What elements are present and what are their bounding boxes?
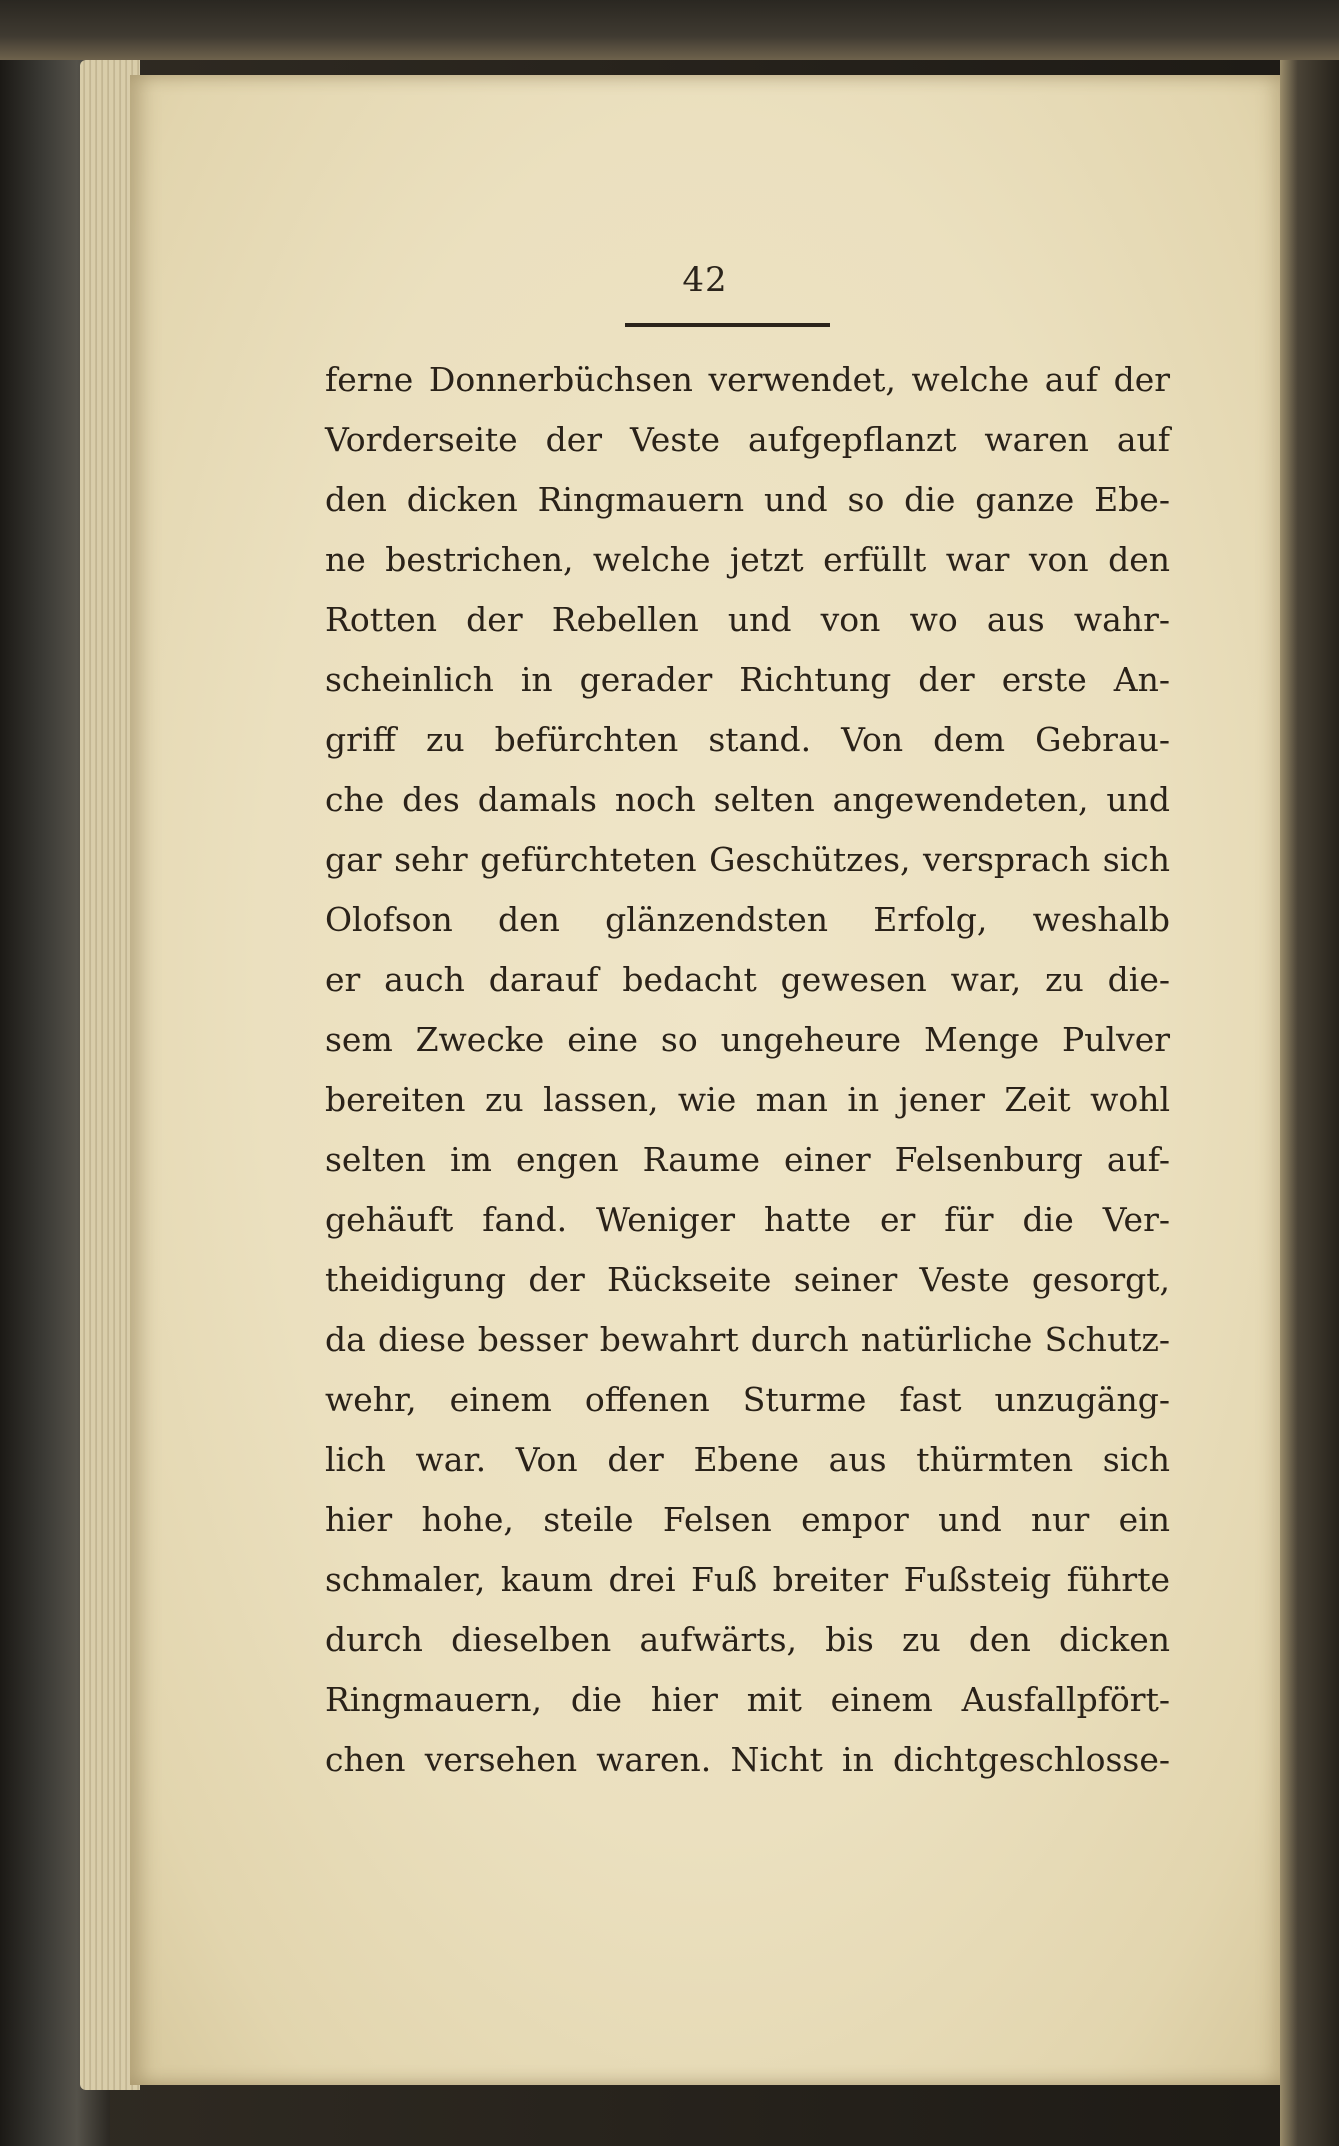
book-gutter-right — [1280, 60, 1339, 2146]
text-line: ferne Donnerbüchsen verwendet, welche auf der — [325, 360, 1170, 399]
text-line: wehr, einem offenen Sturme fast unzugäng- — [325, 1380, 1170, 1419]
text-line: Vorderseite der Veste aufgepflanzt waren auf — [325, 420, 1170, 459]
text-line: Ringmauern, die hier mit einem Ausfallpfört- — [325, 1680, 1170, 1719]
text-line: durch dieselben aufwärts, bis zu den dicken — [325, 1620, 1170, 1659]
text-line: Rotten der Rebellen und von wo aus wahr- — [325, 600, 1170, 639]
text-line: chen versehen waren. Nicht in dichtgeschlosse- — [325, 1740, 1170, 1779]
text-line: da diese besser bewahrt durch natürliche Schutz- — [325, 1320, 1170, 1359]
page-number: 42 — [682, 260, 728, 300]
text-line: theidigung der Rückseite seiner Veste gesorgt, — [325, 1260, 1170, 1299]
text-line: den dicken Ringmauern und so die ganze Ebe- — [325, 480, 1170, 519]
book-page — [130, 75, 1280, 2085]
text-line: ne bestrichen, welche jetzt erfüllt war von den — [325, 540, 1170, 579]
text-line: lich war. Von der Ebene aus thürmten sich — [325, 1440, 1170, 1479]
text-line: Olofson den glänzendsten Erfolg, weshalb — [325, 900, 1170, 939]
text-line: sem Zwecke eine so ungeheure Menge Pulver — [325, 1020, 1170, 1059]
text-line: schmaler, kaum drei Fuß breiter Fußsteig führte — [325, 1560, 1170, 1599]
header-rule — [625, 323, 830, 327]
text-line: gehäuft fand. Weniger hatte er für die Ver- — [325, 1200, 1170, 1239]
text-line: bereiten zu lassen, wie man in jener Zeit wohl — [325, 1080, 1170, 1119]
text-line: er auch darauf bedacht gewesen war, zu die- — [325, 960, 1170, 999]
text-line: hier hohe, steile Felsen empor und nur ein — [325, 1500, 1170, 1539]
body-text — [325, 350, 1170, 1790]
book-cover-top — [0, 0, 1339, 60]
text-line: scheinlich in gerader Richtung der erste An- — [325, 660, 1170, 699]
text-line: che des damals noch selten angewendeten, und — [325, 780, 1170, 819]
text-line: selten im engen Raume einer Felsenburg auf- — [325, 1140, 1170, 1179]
text-line: gar sehr gefürchteten Geschützes, versprach sich — [325, 840, 1170, 879]
text-line: griff zu befürchten stand. Von dem Gebrau- — [325, 720, 1170, 759]
